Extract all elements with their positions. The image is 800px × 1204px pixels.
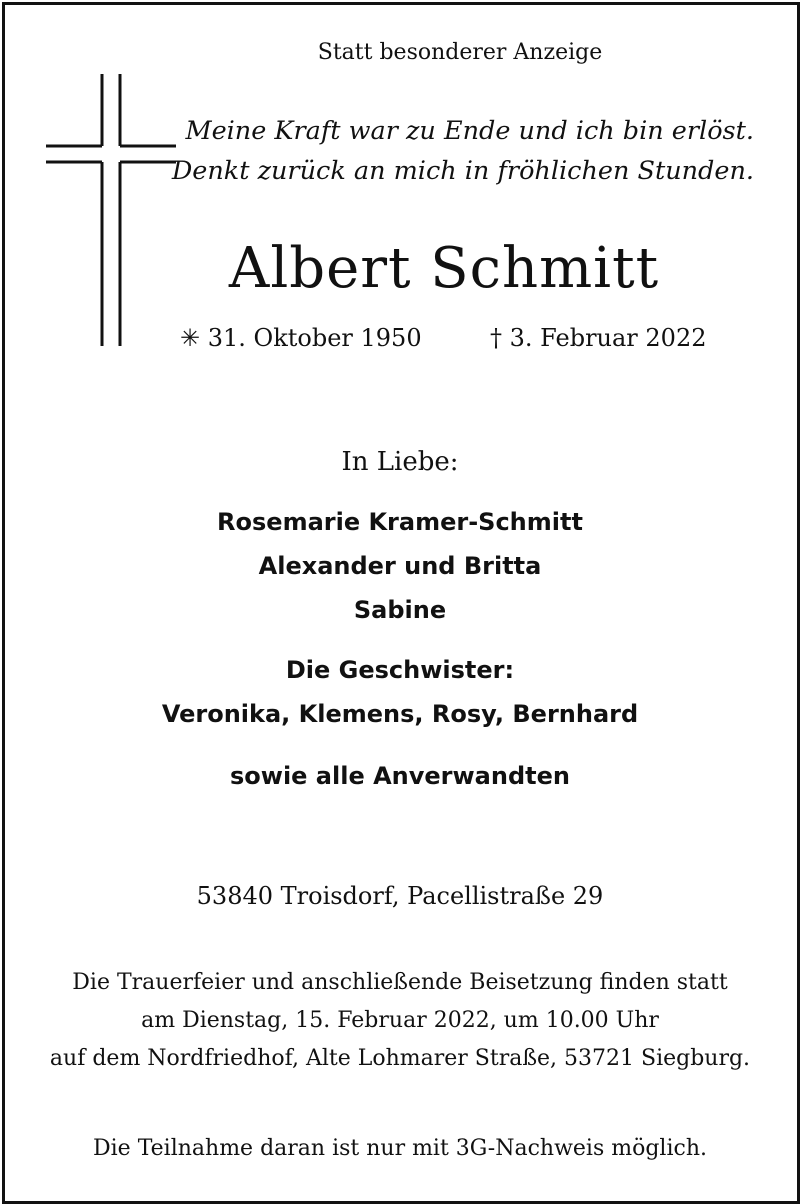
cross-icon (44, 74, 178, 348)
birth-date: ✳ 31. Oktober 1950 (180, 324, 422, 352)
relatives-line: sowie alle Anverwandten (230, 762, 570, 790)
quote-line-1: Meine Kraft war zu Ende und ich bin erlöst. (185, 116, 754, 146)
attendance-note: Die Teilnahme daran ist nur mit 3G-Nachweis möglich. (93, 1136, 707, 1161)
mourner-name: Rosemarie Kramer-Schmitt (217, 508, 583, 536)
siblings-names: Veronika, Klemens, Rosy, Bernhard (161, 700, 639, 728)
death-date: † 3. Februar 2022 (490, 324, 707, 352)
quote-line-2: Denkt zurück an mich in fröhlichen Stunden. (171, 156, 754, 186)
mourners-intro: In Liebe: (341, 447, 459, 477)
siblings-label: Die Geschwister: (285, 656, 515, 684)
family-address: 53840 Troisdorf, Pacellistraße 29 (196, 882, 604, 910)
mourner-name: Sabine (353, 596, 447, 624)
notice-header: Statt besonderer Anzeige (317, 40, 603, 65)
deceased-name: Albert Schmitt (228, 236, 660, 301)
service-line-1: Die Trauerfeier und anschließende Beisetzung finden statt (72, 970, 728, 995)
service-line-2: am Dienstag, 15. Februar 2022, um 10.00 Uhr (141, 1008, 659, 1033)
mourner-name: Alexander und Britta (258, 552, 542, 580)
service-line-3: auf dem Nordfriedhof, Alte Lohmarer Straße, 53721 Siegburg. (49, 1046, 751, 1071)
